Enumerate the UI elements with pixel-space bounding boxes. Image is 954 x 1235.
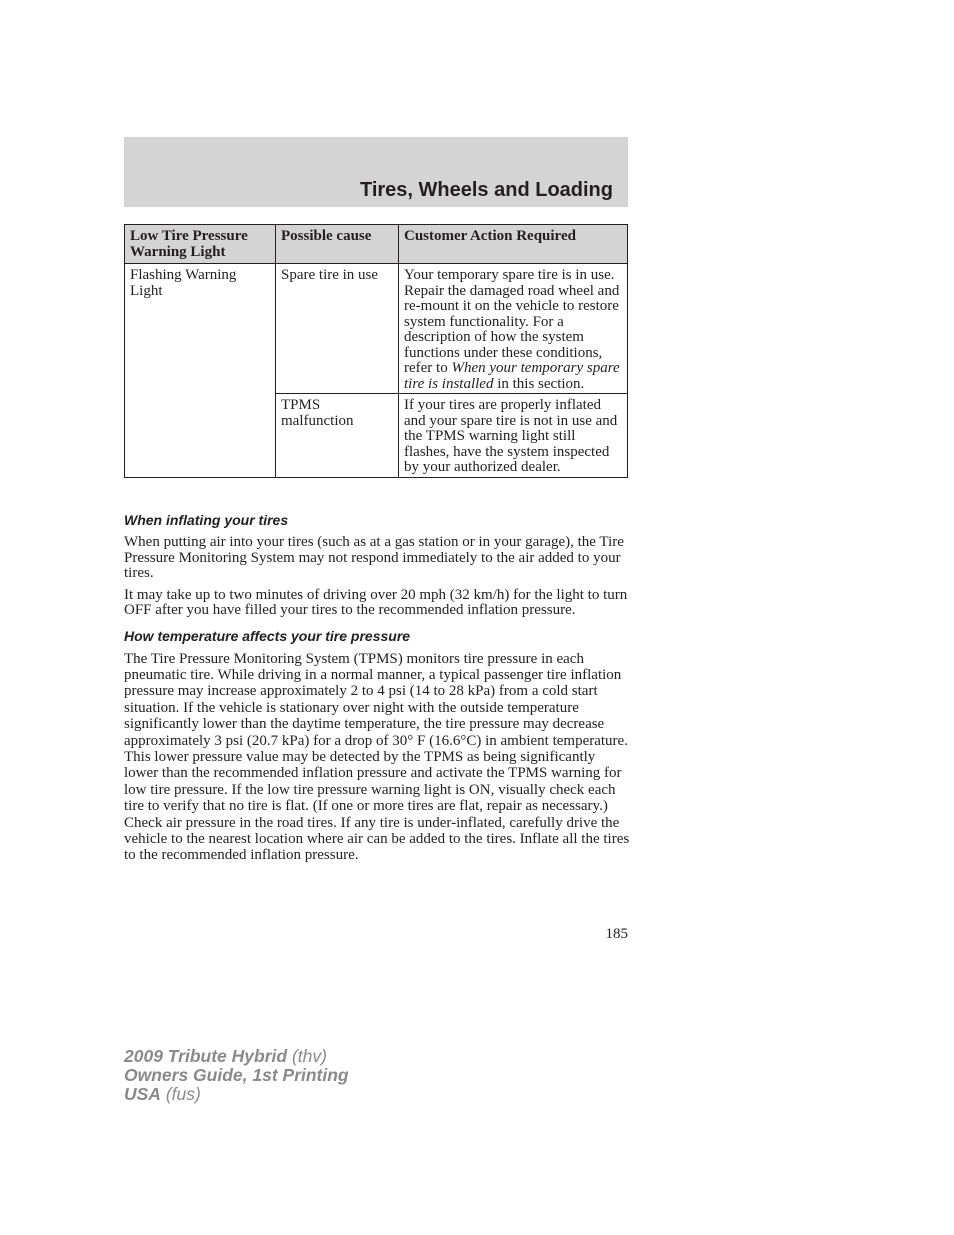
- table-row: [125, 264, 628, 394]
- action-cell: [399, 264, 628, 394]
- action-text-end: in this section.: [497, 375, 585, 392]
- cause-cell: TPMS malfunction: [276, 394, 399, 478]
- body-content: [124, 512, 630, 870]
- section-title: Tires, Wheels and Loading: [359, 179, 613, 201]
- paragraph: The Tire Pressure Monitoring System (TPMS) monitors tire pressure in each pneumatic tire. While driving in a normal manner, a typical passenger tire inflation pressure may increase approximately 2 to 4 psi (14 to 28 kPa) from a cold start situation. If the vehicle is stationary over night with the outside temperature significantly lower than the daytime temperature, the tire pressure may decrease approximately 3 psi (20.7 kPa) for a drop of 30° F (16.6°C) in ambient temperature. This lower pressure value may be detected by the TPMS as being significantly lower than the recommended inflation pressure and activate the TPMS warning for low tire pressure. If the low tire pressure warning light is ON, visually check each tire to verify that no tire is flat. (If one or more tires are flat, repair as necessary.) Check air pressure in the road tires. If any tire is under-inflated, carefully drive the vehicle to the nearest location where air can be added to the tires. Inflate all the tires to the recommended inflation pressure.: [124, 650, 630, 864]
- section-header-band: [124, 137, 628, 207]
- action-cell: If your tires are properly inflated and your spare tire is not in use and the TPMS warning light still flashes, have the system inspected by your authorized dealer.: [399, 394, 628, 478]
- page-number: 185: [605, 926, 628, 942]
- tpms-warning-table: [124, 224, 628, 478]
- table-header-possible-cause: Possible cause: [276, 225, 399, 264]
- cause-cell: Spare tire in use: [276, 264, 399, 394]
- footer-line: Owners Guide, 1st Printing: [124, 1065, 349, 1085]
- table-header-row: [125, 225, 628, 264]
- paragraph: It may take up to two minutes of driving over 20 mph (32 km/h) for the light to turn OFF after you have filled your tires to the recommended inflation pressure.: [124, 586, 628, 618]
- section-heading: When inflating your tires: [124, 512, 289, 528]
- footer-line: USA (fus): [124, 1084, 201, 1104]
- table-header-customer-action: Customer Action Required: [399, 225, 628, 264]
- section-heading: How temperature affects your tire pressure: [124, 627, 411, 644]
- cross-reference-text: When your temporary spare tire is installed: [404, 360, 620, 392]
- warning-light-cell: Flashing Warning Light: [125, 264, 276, 478]
- paragraph: When putting air into your tires (such as at a gas station or in your garage), the Tire Pressure Monitoring System may not respond immediately to the air added to your tires.: [124, 534, 624, 581]
- action-text: Your temporary spare tire is in use. Repair the damaged road wheel and re-mount it on the vehicle to restore system functionality. For a description of how the system functions under these conditions, refer to: [404, 267, 620, 376]
- document-footer: [124, 1047, 349, 1104]
- footer-line: 2009 Tribute Hybrid (thv): [124, 1046, 327, 1066]
- table-header-warning-light: Low Tire Pressure Warning Light: [125, 225, 276, 264]
